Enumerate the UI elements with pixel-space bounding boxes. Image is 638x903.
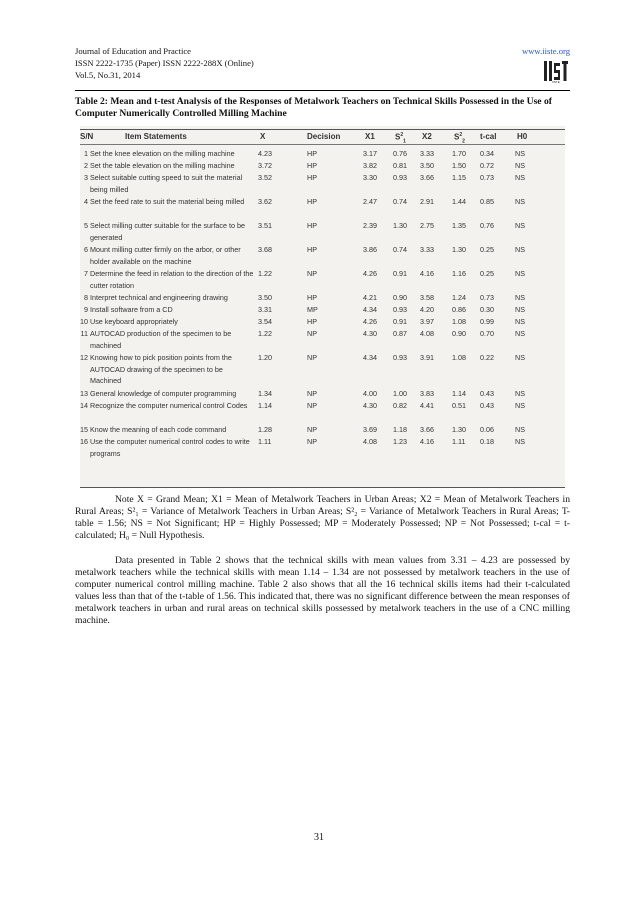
iiste-logo: [542, 58, 570, 84]
cell-x: 1.11: [258, 437, 272, 446]
cell-item: Set the table elevation on the milling machine: [90, 161, 235, 170]
cell-item: Interpret technical and engineering drawing: [90, 293, 228, 302]
cell-h0: NS: [515, 245, 525, 254]
cell-h0: NS: [515, 425, 525, 434]
cell-sn: 7: [84, 269, 88, 278]
cell-s1: 1.00: [393, 389, 407, 398]
table-caption: Table 2: Mean and t-test Analysis of the Responses of Metalwork Teachers on Technical Skills Possessed in the Use of Computer Numerically Controlled Milling Machine: [75, 96, 552, 119]
col-header-s2: [454, 132, 465, 144]
cell-s2: 1.30: [452, 425, 466, 434]
col-header-s1-sup: 2: [400, 132, 404, 138]
cell-s1: 0.93: [393, 353, 407, 362]
cell-s1: 0.91: [393, 317, 407, 326]
cell-s2: 1.15: [452, 173, 466, 182]
cell-dec: NP: [307, 389, 317, 398]
cell-item: AUTOCAD production of the specimen to be machined: [90, 329, 232, 350]
cell-s2: 0.90: [452, 329, 466, 338]
cell-item: Knowing how to pick position points from the AUTOCAD drawing of the specimen to be Machined: [90, 353, 232, 385]
cell-x1: 4.21: [363, 293, 377, 302]
cell-x1: 4.26: [363, 317, 377, 326]
cell-s1: 1.30: [393, 221, 407, 230]
cell-sn: 4: [84, 197, 88, 206]
cell-dec: NP: [307, 353, 317, 362]
col-header-x: X: [260, 132, 266, 141]
cell-s2: 1.11: [452, 437, 466, 446]
cell-dec: HP: [307, 245, 317, 254]
cell-x2: 3.50: [420, 161, 434, 170]
cell-x1: 4.30: [363, 329, 377, 338]
col-header-x2: X2: [422, 132, 432, 141]
cell-item: Recognize the computer numerical control Codes: [90, 401, 248, 410]
cell-s1: 0.91: [393, 269, 407, 278]
cell-h0: NS: [515, 173, 525, 182]
cell-x1: 4.34: [363, 305, 377, 314]
cell-x: 3.31: [258, 305, 272, 314]
cell-dec: HP: [307, 161, 317, 170]
cell-sn: 11: [80, 329, 88, 338]
cell-s2: 1.44: [452, 197, 466, 206]
cell-s1: 0.81: [393, 161, 407, 170]
results-table: [80, 126, 565, 488]
col-header-x1: X1: [365, 132, 375, 141]
page-number: 31: [314, 832, 324, 843]
cell-tcal: 0.25: [480, 269, 494, 278]
cell-s2: 1.08: [452, 353, 466, 362]
cell-s2: 0.86: [452, 305, 466, 314]
cell-s1: 0.76: [393, 149, 407, 158]
cell-x2: 3.91: [420, 353, 434, 362]
cell-item: Set the knee elevation on the milling machine: [90, 149, 235, 158]
cell-s1: 0.87: [393, 329, 407, 338]
cell-x2: 4.41: [420, 401, 434, 410]
cell-item: General knowledge of computer programming: [90, 389, 237, 398]
cell-tcal: 0.99: [480, 317, 494, 326]
col-header-s2-base: S: [454, 132, 460, 142]
cell-tcal: 0.22: [480, 353, 494, 362]
cell-dec: HP: [307, 173, 317, 182]
cell-x1: 2.39: [363, 221, 377, 230]
cell-h0: NS: [515, 221, 525, 230]
cell-x2: 3.33: [420, 245, 434, 254]
cell-sn: 1: [84, 149, 88, 158]
cell-s1: 0.93: [393, 305, 407, 314]
cell-x1: 3.30: [363, 173, 377, 182]
cell-x: 1.34: [258, 389, 272, 398]
cell-x: 1.22: [258, 269, 272, 278]
cell-item: Set the feed rate to suit the material being milled: [90, 197, 245, 206]
cell-x2: 3.97: [420, 317, 434, 326]
cell-h0: NS: [515, 149, 525, 158]
cell-tcal: 0.43: [480, 389, 494, 398]
cell-s2: 1.30: [452, 245, 466, 254]
cell-tcal: 0.73: [480, 173, 494, 182]
cell-dec: NP: [307, 401, 317, 410]
cell-sn: 3: [84, 173, 88, 182]
cell-dec: NP: [307, 437, 317, 446]
journal-name: Journal of Education and Practice: [75, 46, 191, 56]
cell-tcal: 0.73: [480, 293, 494, 302]
cell-s1: 1.18: [393, 425, 407, 434]
cell-s2: 1.24: [452, 293, 466, 302]
cell-x2: 3.58: [420, 293, 434, 302]
cell-item: Select milling cutter suitable for the surface to be generated: [90, 221, 246, 242]
cell-tcal: 0.18: [480, 437, 494, 446]
cell-s1: 0.82: [393, 401, 407, 410]
col-header-s1-sub: 1: [403, 138, 406, 145]
journal-issn: ISSN 2222-1735 (Paper) ISSN 2222-288X (Online): [75, 58, 254, 68]
col-header-s1-base: S: [395, 132, 401, 142]
cell-x2: 3.33: [420, 149, 434, 158]
cell-sn: 8: [84, 293, 88, 302]
cell-dec: NP: [307, 329, 317, 338]
cell-sn: 6: [84, 245, 88, 254]
cell-sn: 12: [80, 353, 88, 362]
table-bottom-rule: [80, 487, 565, 488]
cell-x2: 2.91: [420, 197, 434, 206]
cell-h0: NS: [515, 293, 525, 302]
cell-x: 1.20: [258, 353, 272, 362]
cell-x2: 3.66: [420, 425, 434, 434]
cell-x2: 4.20: [420, 305, 434, 314]
logo-text: IISTE: [552, 80, 560, 84]
cell-s2: 1.70: [452, 149, 466, 158]
cell-dec: MP: [307, 305, 318, 314]
cell-tcal: 0.85: [480, 197, 494, 206]
cell-x: 3.54: [258, 317, 272, 326]
cell-h0: NS: [515, 317, 525, 326]
cell-x: 3.52: [258, 173, 272, 182]
cell-item: Mount milling cutter firmly on the arbor, or other holder available on the machine: [90, 245, 241, 266]
cell-s1: 0.90: [393, 293, 407, 302]
col-header-sn: S/N: [80, 132, 94, 141]
cell-sn: 10: [80, 317, 88, 326]
cell-h0: NS: [515, 389, 525, 398]
journal-header: [75, 45, 254, 81]
cell-tcal: 0.06: [480, 425, 494, 434]
cell-s1: 0.93: [393, 173, 407, 182]
cell-tcal: 0.72: [480, 161, 494, 170]
cell-h0: NS: [515, 197, 525, 206]
cell-item: Determine the feed in relation to the direction of the cutter rotation: [90, 269, 254, 290]
cell-sn: 14: [80, 401, 88, 410]
cell-s1: 0.74: [393, 197, 407, 206]
cell-h0: NS: [515, 353, 525, 362]
cell-x: 3.62: [258, 197, 272, 206]
cell-x1: 4.34: [363, 353, 377, 362]
cell-x1: 4.00: [363, 389, 377, 398]
cell-tcal: 0.70: [480, 329, 494, 338]
cell-x2: 4.16: [420, 437, 434, 446]
cell-x: 1.22: [258, 329, 272, 338]
cell-x1: 4.30: [363, 401, 377, 410]
cell-x: 1.14: [258, 401, 272, 410]
cell-x1: 3.82: [363, 161, 377, 170]
cell-h0: NS: [515, 437, 525, 446]
cell-x: 3.50: [258, 293, 272, 302]
cell-x: 1.28: [258, 425, 272, 434]
cell-item: Install software from a CD: [90, 305, 173, 314]
cell-item: Select suitable cutting speed to suit the material being milled: [90, 173, 243, 194]
cell-sn: 13: [80, 389, 88, 398]
cell-x1: 3.69: [363, 425, 377, 434]
cell-x2: 4.16: [420, 269, 434, 278]
cell-dec: HP: [307, 197, 317, 206]
cell-dec: HP: [307, 293, 317, 302]
cell-item: Know the meaning of each code command: [90, 425, 227, 434]
cell-s2: 0.51: [452, 401, 466, 410]
cell-item: Use keyboard appropriately: [90, 317, 178, 326]
col-header-tcal: t-cal: [480, 132, 497, 141]
col-header-decision: Decision: [307, 132, 341, 141]
journal-url[interactable]: www.iiste.org: [522, 46, 570, 56]
cell-x: 3.51: [258, 221, 272, 230]
cell-sn: 16: [80, 437, 88, 446]
cell-dec: HP: [307, 221, 317, 230]
cell-sn: 2: [84, 161, 88, 170]
cell-tcal: 0.76: [480, 221, 494, 230]
cell-x: 3.68: [258, 245, 272, 254]
cell-s1: 1.23: [393, 437, 407, 446]
cell-x1: 4.08: [363, 437, 377, 446]
col-header-s2-sup: 2: [459, 132, 463, 138]
cell-h0: NS: [515, 329, 525, 338]
cell-tcal: 0.43: [480, 401, 494, 410]
cell-x2: 3.66: [420, 173, 434, 182]
cell-sn: 15: [80, 425, 88, 434]
table-top-rule: [80, 129, 565, 130]
cell-x2: 4.08: [420, 329, 434, 338]
cell-h0: NS: [515, 161, 525, 170]
cell-x1: 3.17: [363, 149, 377, 158]
cell-s2: 1.50: [452, 161, 466, 170]
cell-x: 3.72: [258, 161, 272, 170]
cell-h0: NS: [515, 401, 525, 410]
col-header-item: Item Statements: [125, 132, 187, 141]
cell-s2: 1.35: [452, 221, 466, 230]
cell-sn: 5: [84, 221, 88, 230]
cell-dec: HP: [307, 317, 317, 326]
discussion-paragraph: Data presented in Table 2 shows that the technical skills with mean values from 3.31 – 4.23 are possessed by metalwork teachers while the technical skills with mean 1.14 – 1.34 are not possessed by metalwork teachers in the use of computer numerical control milling machine. Table 2 also shows that all the 16 technical skills items had their t-calculated values less than that of the t-table of 1.56. This indicated that, there was no significant difference between the mean responses of metalwork teachers in urban and rural areas on technical skills possessed by metalwork teachers in the use of a CNC milling machine.: [75, 555, 570, 626]
journal-volume: Vol.5, No.31, 2014: [75, 70, 141, 80]
cell-tcal: 0.34: [480, 149, 494, 158]
cell-x2: 2.75: [420, 221, 434, 230]
cell-x: 4.23: [258, 149, 272, 158]
cell-s2: 1.08: [452, 317, 466, 326]
cell-item: Use the computer numerical control codes to write programs: [90, 437, 250, 458]
cell-sn: 9: [84, 305, 88, 314]
cell-x2: 3.83: [420, 389, 434, 398]
cell-s2: 1.14: [452, 389, 466, 398]
cell-dec: HP: [307, 149, 317, 158]
header-rule: [75, 90, 570, 91]
cell-dec: NP: [307, 425, 317, 434]
cell-s1: 0.74: [393, 245, 407, 254]
cell-tcal: 0.25: [480, 245, 494, 254]
col-header-s1: [395, 132, 406, 144]
cell-x1: 2.47: [363, 197, 377, 206]
cell-h0: NS: [515, 269, 525, 278]
cell-tcal: 0.30: [480, 305, 494, 314]
cell-s2: 1.16: [452, 269, 466, 278]
table-note: Note X = Grand Mean; X1 = Mean of Metalwork Teachers in Urban Areas; X2 = Mean of Metalwork Teachers in Rural Areas; S²₁ = Variance of Metalwork Teachers in Urban Areas; S²₂ = Variance of Metalwork Teachers in Rural Areas; T-table = 1.56; NS = Not Significant; HP = Highly Possessed; MP = Moderately Possessed; NP = Not Possessed; t-cal = t-calculated; H₀ = Null Hypothesis.: [75, 494, 570, 541]
col-header-s2-sub: 2: [462, 138, 465, 145]
cell-h0: NS: [515, 305, 525, 314]
col-header-h0: H0: [517, 132, 528, 141]
cell-x1: 4.26: [363, 269, 377, 278]
table-header-rule: [80, 144, 565, 145]
cell-x1: 3.86: [363, 245, 377, 254]
cell-dec: NP: [307, 269, 317, 278]
